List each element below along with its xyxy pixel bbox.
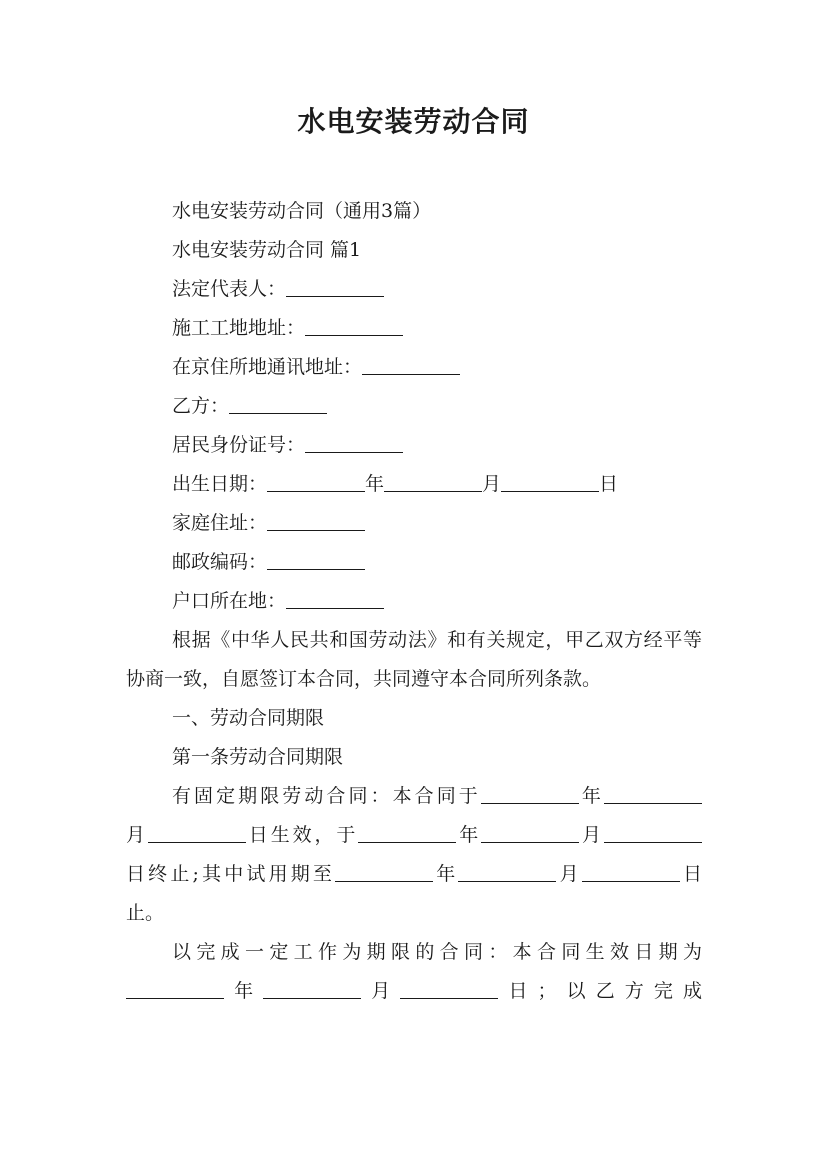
id-number-label: 居民身份证号： bbox=[172, 434, 306, 456]
day-label: 日 bbox=[679, 863, 702, 885]
month-label: 月 bbox=[579, 824, 604, 846]
birth-label: 出生日期： bbox=[172, 473, 268, 495]
blank-field bbox=[229, 394, 327, 414]
postal-code-line bbox=[126, 543, 702, 582]
fixed-term-text: 有固定期限劳动合同：本合同于 bbox=[172, 785, 481, 807]
fixed-term-line-1 bbox=[126, 777, 702, 816]
hukou-label: 户口所在地： bbox=[172, 590, 287, 612]
year-label: 年 bbox=[224, 980, 264, 1002]
intro-paragraph: 根据《中华人民共和国劳动法》和有关规定，甲乙双方经平等协商一致，自愿签订本合同，共同遵守本合同所列条款。 bbox=[126, 629, 702, 690]
blank-field bbox=[604, 823, 702, 843]
blank-field bbox=[286, 277, 384, 297]
terminate-text: 日终止;其中试用期至 bbox=[126, 863, 336, 885]
blank-field bbox=[267, 511, 365, 531]
fixed-term-line-3 bbox=[126, 855, 702, 894]
fixed-term-line-4: 止。 bbox=[126, 902, 165, 924]
task-tail-text: 日；以乙方完成 bbox=[498, 980, 702, 1002]
blank-field bbox=[148, 823, 246, 843]
blank-field bbox=[582, 862, 680, 882]
home-address-line bbox=[126, 504, 702, 543]
blank-field bbox=[400, 979, 498, 999]
subtitle: 水电安装劳动合同（通用3篇） bbox=[172, 200, 432, 222]
hukou-line bbox=[126, 582, 702, 621]
home-address-label: 家庭住址： bbox=[172, 512, 268, 534]
blank-field bbox=[126, 979, 224, 999]
id-number-line bbox=[126, 426, 702, 465]
legal-rep-label: 法定代表人： bbox=[172, 278, 287, 300]
blank-field bbox=[604, 784, 702, 804]
month-label: 月 bbox=[361, 980, 401, 1002]
month-label: 月 bbox=[126, 824, 148, 846]
blank-field bbox=[362, 355, 460, 375]
blank-field bbox=[305, 316, 403, 336]
task-term-line-1: 以完成一定工作为期限的合同：本合同生效日期为 bbox=[172, 941, 702, 963]
article-heading: 第一条劳动合同期限 bbox=[172, 746, 344, 768]
blank-field bbox=[305, 433, 403, 453]
blank-field bbox=[481, 784, 579, 804]
party-b-line bbox=[126, 387, 702, 426]
beijing-address-label: 在京住所地通讯地址： bbox=[172, 356, 363, 378]
year-label: 年 bbox=[456, 824, 482, 846]
birth-date-line bbox=[126, 465, 702, 504]
year-label: 年 bbox=[433, 863, 459, 885]
month-label: 月 bbox=[482, 473, 502, 495]
blank-field bbox=[335, 862, 433, 882]
site-address-line bbox=[126, 309, 702, 348]
effective-text: 日生效，于 bbox=[245, 824, 359, 846]
site-address-label: 施工工地地址： bbox=[172, 317, 306, 339]
month-label: 月 bbox=[556, 863, 582, 885]
blank-field bbox=[384, 472, 482, 492]
legal-rep-line bbox=[126, 270, 702, 309]
blank-field bbox=[263, 979, 361, 999]
section-heading: 一、劳动合同期限 bbox=[172, 707, 325, 729]
blank-field bbox=[286, 589, 384, 609]
task-term-line-2 bbox=[126, 972, 702, 1011]
document-title: 水电安装劳动合同 bbox=[297, 105, 530, 138]
blank-field bbox=[358, 823, 456, 843]
part-heading: 水电安装劳动合同 篇1 bbox=[172, 239, 362, 261]
postal-code-label: 邮政编码： bbox=[172, 551, 268, 573]
blank-field bbox=[481, 823, 579, 843]
fixed-term-line-2 bbox=[126, 816, 702, 855]
document-body bbox=[126, 192, 702, 1011]
beijing-address-line bbox=[126, 348, 702, 387]
day-label: 日 bbox=[599, 473, 619, 495]
blank-field bbox=[458, 862, 556, 882]
blank-field bbox=[267, 472, 365, 492]
year-label: 年 bbox=[578, 785, 604, 807]
year-label: 年 bbox=[365, 473, 385, 495]
blank-field bbox=[501, 472, 599, 492]
party-b-label: 乙方： bbox=[172, 395, 230, 417]
blank-field bbox=[267, 550, 365, 570]
